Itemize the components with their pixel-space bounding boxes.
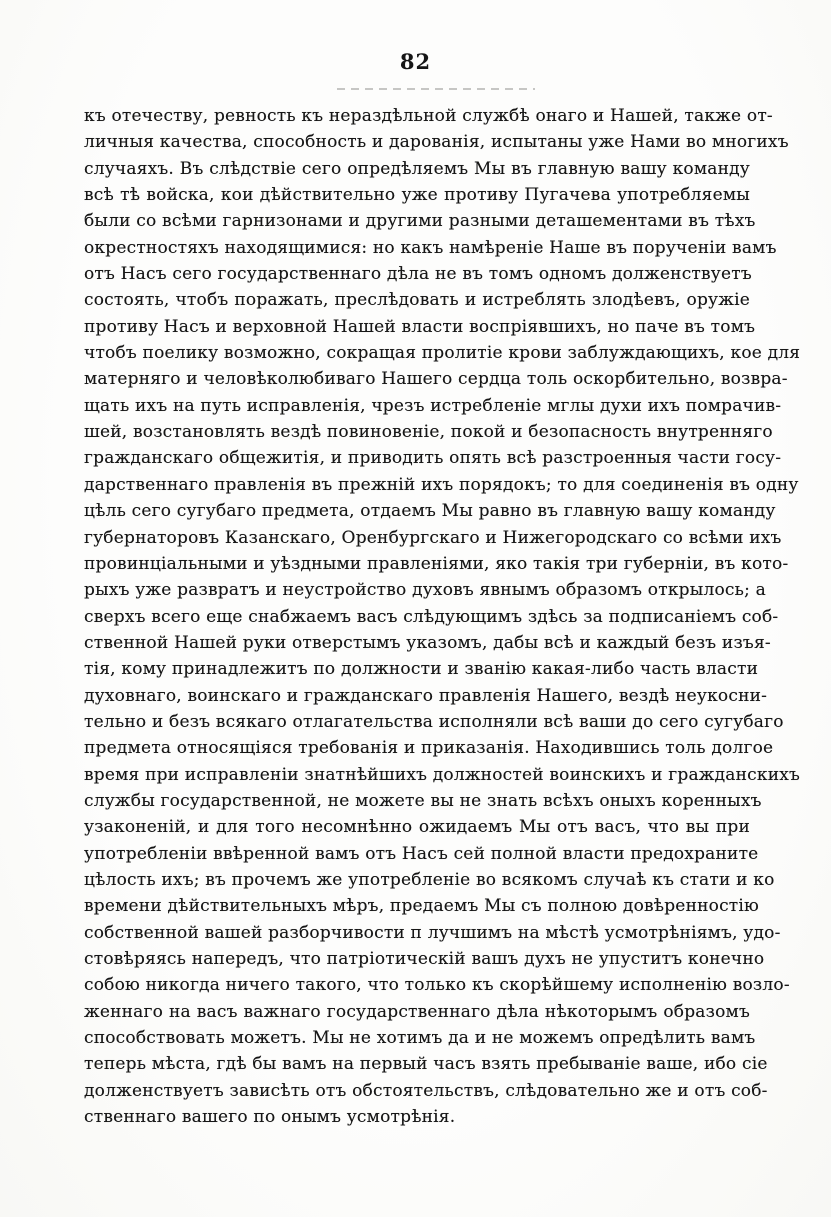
text-line: случаяхъ. Въ слѣдствіе сего опредѣляемъ Мы въ главную вашу команду — [84, 158, 750, 179]
text-line: духовнаго, воинскаго и гражданскаго правленія Нашего, вездѣ неукосни- — [84, 685, 768, 706]
text-line: собою никогда ничего такого, что только къ скорѣйшему исполненію возло- — [84, 975, 790, 996]
text-line: рыхъ уже развратъ и неустройство духовъ явнымъ образомъ открылось; а — [84, 580, 766, 601]
text-line: всѣ тѣ войска, кои дѣйствительно уже противу Пугачева употребляемы — [84, 185, 750, 206]
text-line: окрестностяхъ находящимися: но какъ намѣреніе Наше въ порученіи вамъ — [84, 237, 777, 258]
text-line: противу Насъ и верховной Нашей власти воспріявшихъ, но паче въ томъ — [84, 316, 756, 337]
text-line: щать ихъ на путь исправленія, чрезъ истребленіе мглы духи ихъ помрачив- — [84, 395, 782, 416]
text-line: узаконеній, и для того несомнѣнно ожидаемъ Мы отъ васъ, что вы при — [84, 817, 750, 838]
text-line: тія, кому принадлежитъ по должности и званію какая-либо часть власти — [84, 659, 759, 680]
text-line: долженствуетъ зависѣть отъ обстоятельствъ, слѣдовательно же и отъ соб- — [84, 1080, 768, 1101]
text-line: матерняго и человѣколюбиваго Нашего сердца толь оскорбительно, возвра- — [84, 369, 788, 390]
text-line: личныя качества, способность и дарованія, испытаны уже Нами во многихъ — [84, 132, 789, 153]
text-line: способствовать можетъ. Мы не хотимъ да и не можемъ опредѣлить вамъ — [84, 1028, 756, 1049]
text-line: дарственнаго правленія въ прежній ихъ порядокъ; то для соединенія въ одну — [84, 474, 799, 495]
text-line: губернаторовъ Казанскаго, Оренбургскаго и Нижегородскаго со всѣми ихъ — [84, 527, 782, 548]
text-line: ственнаго вашего по онымъ усмотрѣнія. — [84, 1107, 456, 1128]
text-line: теперь мѣста, гдѣ бы вамъ на первый часъ взять пребываніе ваше, ибо сіе — [84, 1054, 768, 1075]
text-line: состоять, чтобъ поражать, преслѣдовать и истреблять злодѣевъ, оружіе — [84, 290, 750, 311]
text-line: были со всѣми гарнизонами и другими разными деташементами въ тѣхъ — [84, 211, 756, 232]
text-line: провинціальными и уѣздными правленіями, яко такія три губерніи, въ кото- — [84, 553, 789, 574]
text-line: женнаго на васъ важнаго государственнаго дѣла нѣкоторымъ образомъ — [84, 1001, 750, 1022]
text-line: время при исправленіи знатнѣйшихъ должностей воинскихъ и гражданскихъ — [84, 764, 801, 785]
text-line: употребленіи ввѣренной вамъ отъ Насъ сей полной власти предохраните — [84, 843, 759, 864]
text-line: ственной Нашей руки отверстымъ указомъ, дабы всѣ и каждый безъ изъя- — [84, 632, 771, 653]
text-line: тельно и безъ всякаго отлагательства исполняли всѣ ваши до сего сугубаго — [84, 711, 784, 732]
text-line: службы государственной, не можете вы не знать всѣхъ оныхъ коренныхъ — [84, 790, 762, 811]
text-line: собственной вашей разборчивости п лучшимъ на мѣстѣ усмотрѣніямъ, удо- — [84, 922, 781, 943]
text-line: цѣлость ихъ; въ прочемъ же употребленіе во всякомъ случаѣ къ стати и ко — [84, 869, 775, 890]
body-text — [84, 103, 801, 1130]
header-rule-artifact — [337, 88, 535, 90]
text-line: цѣль сего сугубаго предмета, отдаемъ Мы равно въ главную вашу команду — [84, 501, 776, 522]
text-line: предмета относящіяся требованія и приказанія. Находившись толь долгое — [84, 738, 774, 759]
page-number: 82 — [399, 49, 432, 74]
text-line: сверхъ всего еще снабжаемъ васъ слѣдующимъ здѣсь за подписаніемъ соб- — [84, 606, 779, 627]
text-line: гражданскаго общежитія, и приводить опять всѣ разстроенныя части госу- — [84, 448, 782, 469]
text-line: времени дѣйствительныхъ мѣръ, предаемъ Мы съ полною довѣренностію — [84, 896, 760, 917]
text-line: отъ Насъ сего государственнаго дѣла не въ томъ одномъ долженствуетъ — [84, 264, 752, 285]
text-line: чтобъ поелику возможно, сокращая пролитіе крови заблуждающихъ, кое для — [84, 343, 801, 364]
text-line: шей, возстановлять вездѣ повиновеніе, покой и безопасность внутренняго — [84, 422, 773, 443]
text-line: стовѣряясь напередъ, что патріотическій вашъ духъ не упуститъ конечно — [84, 949, 765, 969]
text-line: къ отечеству, ревность къ нераздѣльной службѣ онаго и Нашей, также от- — [84, 106, 773, 126]
